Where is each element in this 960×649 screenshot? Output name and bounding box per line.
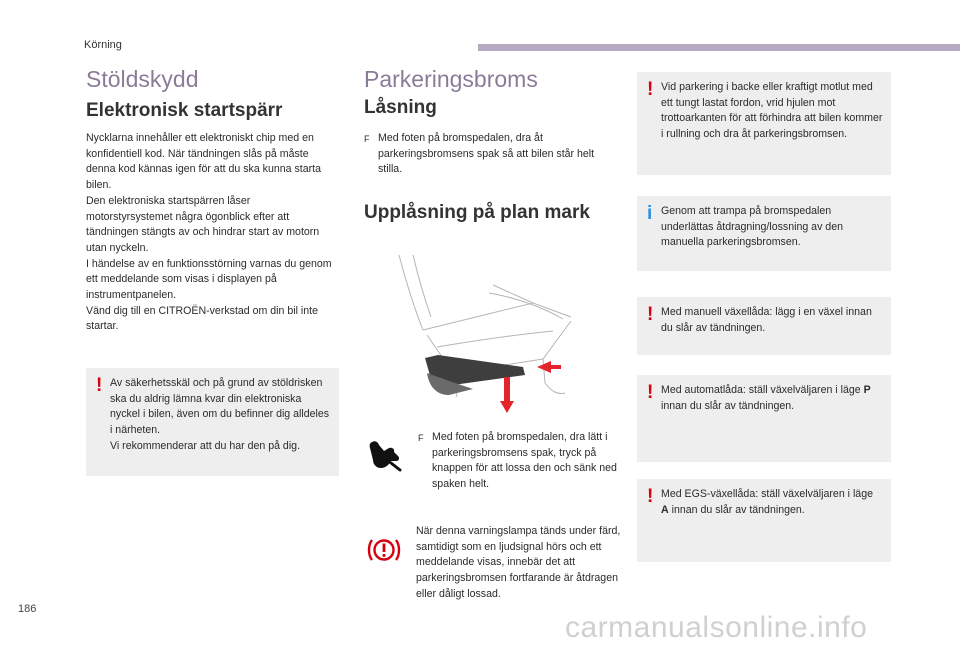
- gear-position-a: A: [661, 503, 669, 516]
- gear-position-p: P: [863, 384, 871, 396]
- warning-mark-icon: !: [647, 79, 654, 100]
- header-bar: [478, 44, 960, 51]
- key-safety-warning: [86, 368, 339, 476]
- handbrake-illustration: [393, 255, 583, 415]
- section-label: Körning: [84, 39, 122, 51]
- info-mark-icon: i: [647, 203, 653, 224]
- locking-step-text: Med foten på bromspedalen, dra åt parkeringsbromsens spak så att bilen står helt stilla.: [378, 132, 595, 176]
- brake-pedal-info: [637, 196, 891, 271]
- automatic-gearbox-warning: [637, 375, 891, 462]
- immobiliser-paragraph: I händelse av en funktionsstörning varnas du genom ett meddelande som visas i displayen på instrumentpanelen.: [86, 257, 332, 302]
- warning-mark-icon: !: [647, 486, 654, 507]
- immobiliser-paragraph: Den elektroniska startspärren låser motorstyrsystemet några ögonblick efter att tändningen stängts av och hindrar start av motorn utan nyckeln.: [86, 194, 320, 254]
- warning-mark-icon: !: [647, 304, 654, 325]
- immobiliser-paragraph: Vänd dig till en CITROËN-verkstad om din bil inte startar.: [86, 304, 318, 333]
- note-text: Med automatlåda: ställ växelväljaren i läge P innan du slår av tändningen.: [661, 384, 871, 412]
- note-text: Med manuell växellåda: lägg i en växel innan du slår av tändningen.: [661, 306, 872, 334]
- locking-heading: Låsning: [364, 97, 437, 118]
- anti-theft-title: Stöldskydd: [86, 66, 199, 92]
- note-text: Med EGS-växellåda: ställ växelväljaren i läge A innan du slår av tändningen.: [661, 488, 873, 516]
- warning-mark-icon: !: [96, 375, 103, 396]
- warning-text: Vi rekommenderar att du har den på dig.: [110, 439, 301, 452]
- locking-step: [364, 131, 614, 178]
- warning-text: Av säkerhetsskäl och på grund av stöldrisken ska du aldrig lämna kvar din elektroniska nyckel i bilen, även om du befinner dig alldeles i närheten.: [110, 377, 330, 437]
- note-text: Vid parkering i backe eller kraftigt motlut med ett tungt lastat fordon, vrid hjulen mot trottoarkanten för att förhindra att bilen kommer i rullning och dra åt parkeringsbromsen.: [661, 81, 883, 141]
- release-step-text: Med foten på bromspedalen, dra lätt i parkeringsbromsens spak, tryck på knappen för att lossa den och sänk ned spaken helt.: [432, 431, 617, 491]
- bullet-icon: F: [364, 134, 370, 144]
- warning-lamp-text: När denna varningslampa tänds under färd, samtidigt som en ljudsignal hörs och ett meddelande visas, innebär det att parkeringsbromsen fortfarande är åtdragen eller dåligt lossad.: [416, 525, 621, 600]
- immobiliser-heading: Elektronisk startspärr: [86, 100, 283, 121]
- brake-warning-lamp-icon: [367, 536, 401, 564]
- release-heading: Upplåsning på plan mark: [364, 202, 590, 223]
- watermark: carmanualsonline.info: [565, 611, 868, 644]
- page-number: 186: [18, 603, 37, 615]
- warning-mark-icon: !: [647, 382, 654, 403]
- parking-brake-title: Parkeringsbroms: [364, 66, 538, 92]
- note-text: Genom att trampa på bromspedalen underlättas åtdragning/lossning av den manuella parkeringsbromsen.: [661, 205, 843, 249]
- immobiliser-paragraph: Nycklarna innehåller ett elektroniskt chip med en konfidentiell kod. När tändningen slås på måste denna kod kännas igen för att du ska kunna starta bilen.: [86, 132, 321, 192]
- manual-gearbox-warning: [637, 297, 891, 355]
- slope-parking-warning: [637, 72, 891, 175]
- egs-gearbox-warning: [637, 479, 891, 562]
- immobiliser-body: [86, 131, 338, 335]
- bullet-icon: F: [418, 433, 424, 443]
- release-step: [418, 430, 620, 493]
- hand-pulling-lever-icon: [367, 434, 403, 472]
